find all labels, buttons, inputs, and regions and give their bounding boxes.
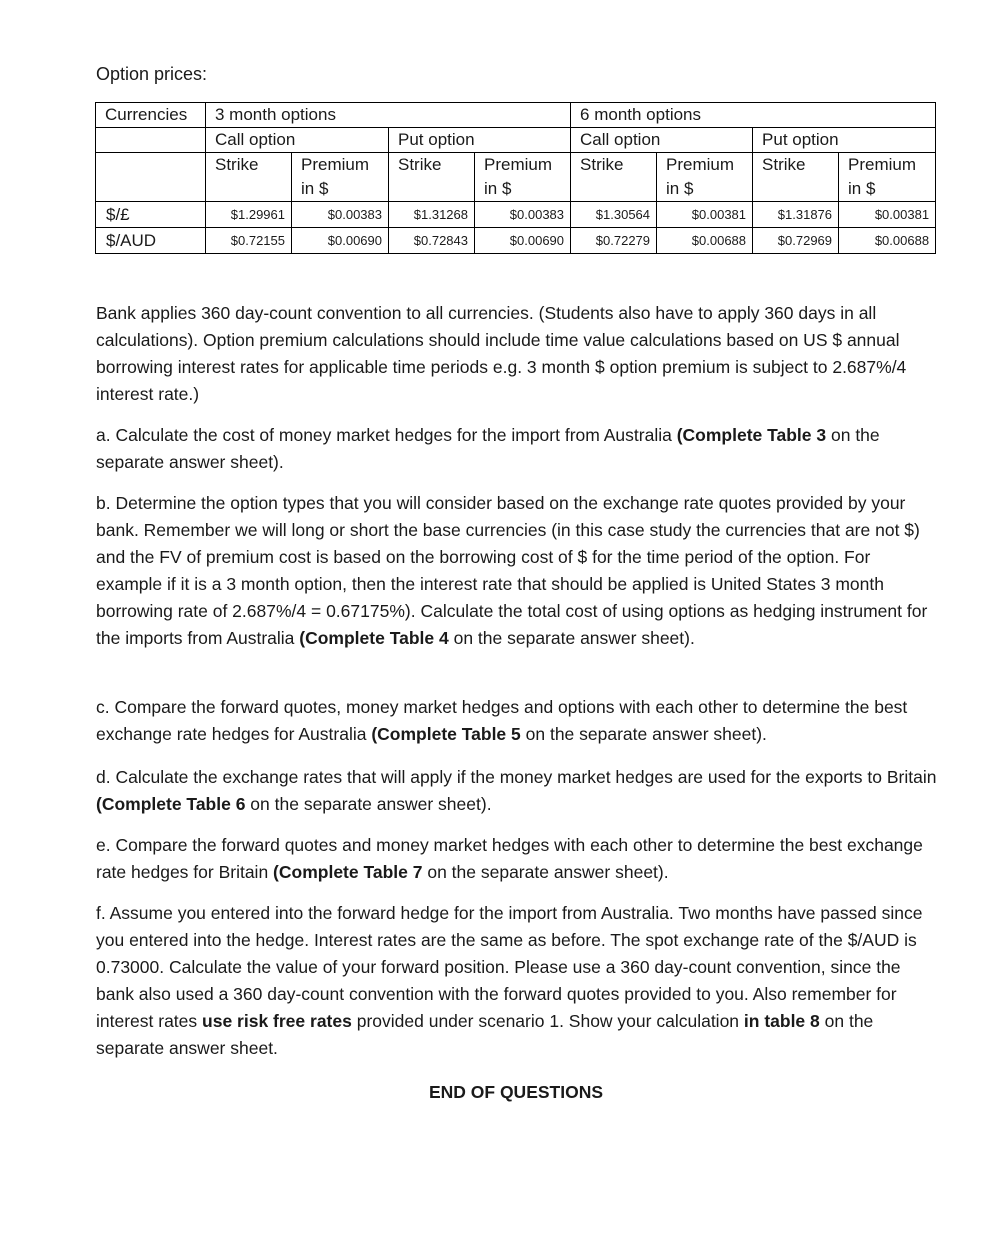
table-row [96, 228, 936, 254]
value-cell: $0.00688 [657, 228, 753, 254]
question-d: d. Calculate the exchange rates that will apply if the money market hedges are used for the exports to Britain (Complete Table 6 on the separate answer sheet). [96, 767, 937, 814]
option-prices-table [95, 102, 936, 254]
value-cell: $0.00690 [475, 228, 571, 254]
value-cell: $0.72279 [571, 228, 657, 254]
m3-call-premium-header: Premium in $ [292, 153, 389, 202]
question-c: c. Compare the forward quotes, money market hedges and options with each other to determine the best exchange rate hedges for Australia (Complete Table 5 on the separate answer sheet). [96, 697, 908, 744]
m3-put-option-header: Put option [389, 128, 571, 153]
value-cell: $0.72843 [389, 228, 475, 254]
intro-paragraph: Bank applies 360 day-count convention to all currencies. (Students also have to apply 360 days in all calculations). Option premium calculations should include time value calculations based on US $ annual borrowing interest rates for applicable time periods e.g. 3 month $ option premium is subject to 2.687%/4 interest rate.) [96, 303, 907, 404]
m6-call-option-header: Call option [571, 128, 753, 153]
value-cell: $1.31876 [753, 202, 839, 228]
value-cell: $0.00383 [292, 202, 389, 228]
currency-cell: $/£ [96, 202, 206, 228]
m6-put-option-header: Put option [753, 128, 936, 153]
value-cell: $0.72155 [206, 228, 292, 254]
question-a: a. Calculate the cost of money market hedges for the import from Australia (Complete Table 3 on the separate answer sheet). [96, 425, 880, 472]
m6-put-premium-header: Premium in $ [839, 153, 936, 202]
empty-cell [96, 153, 206, 202]
value-cell: $1.31268 [389, 202, 475, 228]
table-row [96, 202, 936, 228]
value-cell: $1.30564 [571, 202, 657, 228]
six-month-options-header: 6 month options [571, 103, 936, 128]
m6-call-premium-header: Premium in $ [657, 153, 753, 202]
m3-put-strike-header: Strike [389, 153, 475, 202]
value-cell: $0.72969 [753, 228, 839, 254]
value-cell: $0.00381 [839, 202, 936, 228]
currency-cell: $/AUD [96, 228, 206, 254]
question-e: e. Compare the forward quotes and money market hedges with each other to determine the best exchange rate hedges for Britain (Complete Table 7 on the separate answer sheet). [96, 835, 923, 882]
currencies-header: Currencies [96, 103, 206, 128]
m3-put-premium-header: Premium in $ [475, 153, 571, 202]
value-cell: $0.00688 [839, 228, 936, 254]
option-prices-heading: Option prices: [96, 64, 208, 84]
value-cell: $0.00381 [657, 202, 753, 228]
m3-call-strike-header: Strike [206, 153, 292, 202]
m6-put-strike-header: Strike [753, 153, 839, 202]
m3-call-option-header: Call option [206, 128, 389, 153]
value-cell: $1.29961 [206, 202, 292, 228]
three-month-options-header: 3 month options [206, 103, 571, 128]
question-b: b. Determine the option types that you will consider based on the exchange rate quotes provided by your bank. Remember we will long or short the base currencies (in this case study the currencies that are not $) and the FV of premium cost is based on the borrowing cost of $ for the time period of the option. For example if it is a 3 month option, then the interest rate that should be applied is United States 3 month borrowing rate of 2.687%/4 = 0.67175%). Calculate the total cost of using options as hedging instrument for the imports from Australia (Complete Table 4 on the separate answer sheet). [96, 493, 928, 648]
empty-cell [96, 128, 206, 153]
value-cell: $0.00690 [292, 228, 389, 254]
question-f: f. Assume you entered into the forward hedge for the import from Australia. Two months have passed since you entered into the hedge. Interest rates are the same as before. The spot exchange rate of the $/AUD is 0.73000. Calculate the value of your forward position. Please use a 360 day-count convention, since the bank also used a 360 day-count convention with the forward quotes provided to you. Also remember for interest rates use risk free rates provided under scenario 1. Show your calculation in table 8 on the separate answer sheet. [96, 903, 923, 1058]
value-cell: $0.00383 [475, 202, 571, 228]
end-of-questions: END OF QUESTIONS [428, 1082, 604, 1102]
m6-call-strike-header: Strike [571, 153, 657, 202]
